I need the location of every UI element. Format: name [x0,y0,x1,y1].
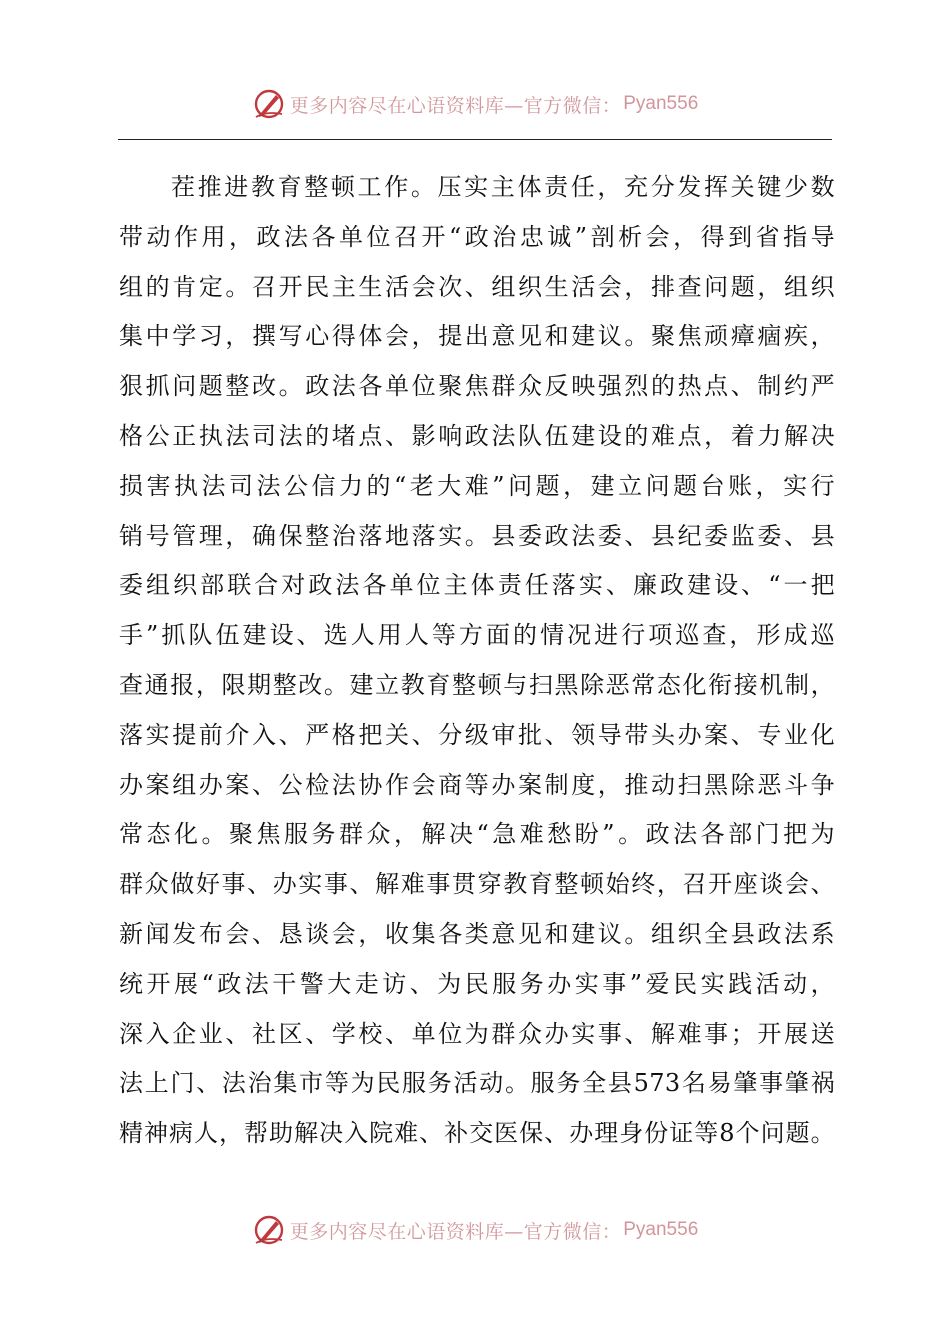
body-line: 委组织部联合对政法各单位主体责任落实、廉政建设、“一把 [119,571,835,600]
body-line: 统开展“政法干警大走访、为民服务办实事”爱民实践活动， [119,969,835,998]
body-line: 常态化。聚焦服务群众，解决“急难愁盼”。政法各部门把为 [119,820,835,849]
body-line: 集中学习，撰写心得体会，提出意见和建议。聚焦顽瘴痼疾， [119,322,835,351]
document-body [119,163,835,1159]
body-line: 狠抓问题整改。政法各单位聚焦群众反映强烈的热点、制约严 [119,372,835,401]
body-line: 组的肯定。召开民主生活会次、组织生活会，排查问题，组织 [119,272,835,301]
body-line: 茬推进教育整顿工作。压实主体责任，充分发挥关键少数 [171,173,835,201]
body-line: 新闻发布会、恳谈会，收集各类意见和建议。组织全县政法系 [119,919,835,948]
body-line: 深入企业、社区、学校、单位为群众办实事、解难事；开展送 [119,1019,835,1048]
body-line: 办案组办案、公检法协作会商等办案制度，推动扫黑除恶斗争 [119,770,835,799]
body-line: 损害执法司法公信力的“老大难”问题，建立问题台账，实行 [119,471,835,500]
header-divider [118,139,832,140]
watermark-wechat-id: Pyan556 [623,1219,699,1240]
body-line: 销号管理，确保整治落地落实。县委政法委、县纪委监委、县 [119,521,835,550]
footer-watermark [0,1210,950,1250]
pen-logo-icon [252,87,286,121]
body-line: 格公正执法司法的堵点、影响政法队伍建设的难点，着力解决 [119,421,835,450]
pen-logo-icon [252,1213,286,1247]
body-line: 查通报，限期整改。建立教育整顿与扫黑除恶常态化衔接机制， [119,670,835,699]
body-line: 精神病人，帮助解决入院难、补交医保、办理身份证等8个问题。 [119,1119,835,1148]
body-line: 手”抓队伍建设、选人用人等方面的情况进行项巡查，形成巡 [119,621,835,650]
watermark-text: 更多内容尽在心语资料库—官方微信： [289,1220,622,1243]
body-line: 落实提前介入、严格把关、分级审批、领导带头办案、专业化 [119,720,835,749]
watermark-text: 更多内容尽在心语资料库—官方微信： [289,94,622,117]
watermark-wechat-id: Pyan556 [623,93,699,114]
body-line: 法上门、法治集市等为民服务活动。服务全县573名易肇事肇祸 [119,1069,835,1098]
body-line: 群众做好事、办实事、解难事贯穿教育整顿始终，召开座谈会、 [119,870,835,899]
header-watermark [0,84,950,124]
body-line: 带动作用，政法各单位召开“政治忠诚”剖析会，得到省指导 [119,222,835,251]
